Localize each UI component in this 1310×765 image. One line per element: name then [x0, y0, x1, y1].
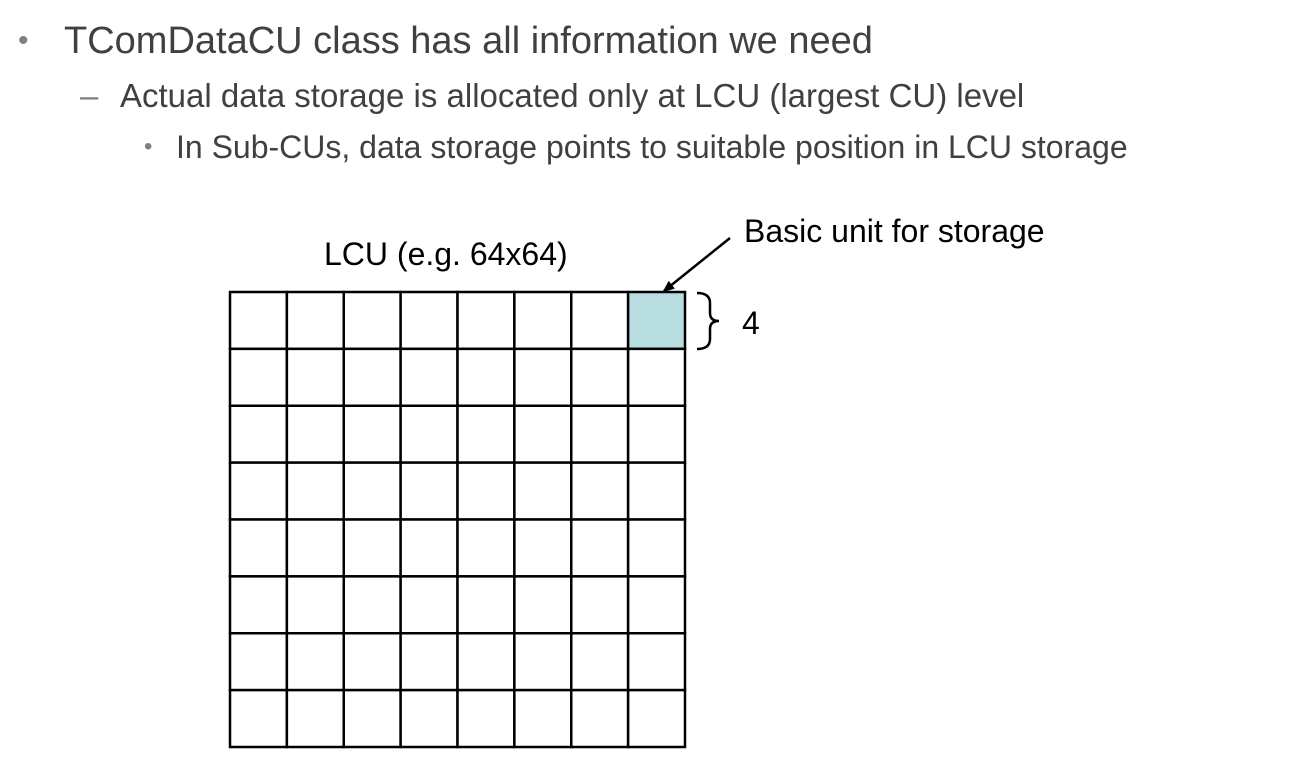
grid-cell — [230, 576, 287, 633]
grid-cell — [344, 633, 401, 690]
grid-cell — [230, 292, 287, 349]
grid-cell — [458, 633, 515, 690]
grid-cell — [571, 690, 628, 747]
grid-cell — [571, 406, 628, 463]
grid-cell — [458, 690, 515, 747]
grid-cell — [230, 406, 287, 463]
grid-cell — [628, 406, 685, 463]
grid-cell — [571, 292, 628, 349]
brace-size-label: 4 — [742, 305, 760, 341]
grid-cell — [230, 463, 287, 520]
bullet-text: TComDataCU class has all information we need — [64, 20, 873, 62]
grid-cell — [571, 349, 628, 406]
grid-cell — [287, 633, 344, 690]
grid-cell — [401, 690, 458, 747]
grid-cell — [344, 690, 401, 747]
grid-cell — [458, 292, 515, 349]
grid-cell — [571, 520, 628, 577]
grid-cell — [230, 690, 287, 747]
grid-cell — [344, 463, 401, 520]
grid-cell — [287, 463, 344, 520]
grid-cell — [401, 292, 458, 349]
grid-cell — [287, 576, 344, 633]
grid-cell — [287, 406, 344, 463]
basic-unit-callout-label: Basic unit for storage — [744, 213, 1045, 249]
grid-cell — [628, 349, 685, 406]
basic-storage-unit-cell — [628, 292, 685, 349]
callout-arrow — [664, 238, 730, 291]
bullet-marker: – — [80, 77, 99, 114]
lcu-grid — [230, 292, 685, 747]
grid-cell — [571, 463, 628, 520]
grid-cell — [287, 349, 344, 406]
bullet-marker: • — [144, 133, 153, 160]
bullet-text: In Sub-CUs, data storage points to suitable position in LCU storage — [176, 129, 1128, 165]
grid-cell — [344, 520, 401, 577]
grid-cell — [514, 576, 571, 633]
grid-cell — [230, 633, 287, 690]
grid-cell — [514, 690, 571, 747]
grid-cell — [401, 463, 458, 520]
grid-cell — [514, 633, 571, 690]
grid-cell — [401, 633, 458, 690]
grid-cell — [628, 520, 685, 577]
grid-cell — [628, 576, 685, 633]
size-brace — [697, 293, 719, 349]
grid-cell — [458, 406, 515, 463]
grid-cell — [514, 349, 571, 406]
grid-cell — [571, 633, 628, 690]
grid-cell — [230, 520, 287, 577]
grid-cell — [344, 349, 401, 406]
bullet-text: Actual data storage is allocated only at LCU (largest CU) level — [120, 77, 1025, 114]
grid-cell — [458, 463, 515, 520]
grid-cell — [628, 633, 685, 690]
grid-cell — [401, 576, 458, 633]
grid-cell — [514, 520, 571, 577]
lcu-grid-title: LCU (e.g. 64x64) — [324, 236, 568, 272]
grid-cell — [344, 406, 401, 463]
grid-cell — [344, 292, 401, 349]
grid-cell — [230, 349, 287, 406]
grid-cell — [287, 690, 344, 747]
grid-cell — [514, 406, 571, 463]
grid-cell — [514, 463, 571, 520]
grid-cell — [514, 292, 571, 349]
grid-cell — [458, 576, 515, 633]
grid-cell — [401, 406, 458, 463]
grid-cell — [628, 690, 685, 747]
grid-cell — [571, 576, 628, 633]
bullet-marker: • — [18, 24, 29, 57]
grid-cell — [401, 349, 458, 406]
grid-cell — [287, 292, 344, 349]
grid-cell — [401, 520, 458, 577]
grid-cell — [458, 520, 515, 577]
grid-cell — [344, 576, 401, 633]
grid-cell — [458, 349, 515, 406]
grid-cell — [287, 520, 344, 577]
grid-cell — [628, 463, 685, 520]
